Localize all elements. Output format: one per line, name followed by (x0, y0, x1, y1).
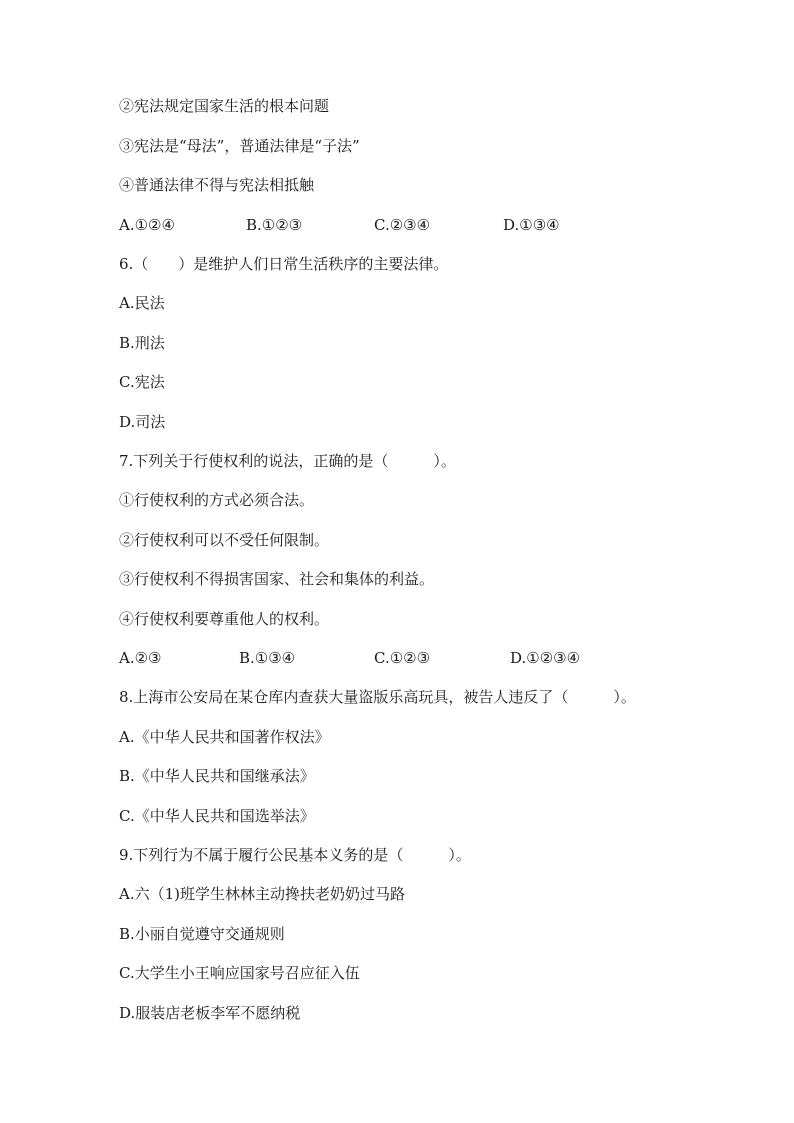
q5-option-a: A.①②④ (119, 216, 175, 234)
q6-option-b: B.刑法 (119, 334, 165, 352)
q5-statement-2: ②宪法规定国家生活的根本问题 (119, 97, 330, 115)
q7-statement-2: ②行使权利可以不受任何限制。 (119, 531, 330, 549)
q8-option-b: B.《中华人民共和国继承法》 (119, 767, 315, 785)
q9-option-a: A.六（1)班学生林林主动搀扶老奶奶过马路 (119, 885, 405, 903)
q6-stem: 6.（ ）是维护人们日常生活秩序的主要法律。 (119, 255, 449, 273)
q7-stem: 7.下列关于行使权利的说法，正确的是（ ）。 (119, 452, 456, 470)
q5-option-d: D.①③④ (503, 216, 560, 234)
q7-option-a: A.②③ (119, 649, 162, 667)
q6-option-c: C.宪法 (119, 373, 165, 391)
q5-option-b: B.①②③ (246, 216, 303, 234)
q7-option-b: B.①③④ (239, 649, 296, 667)
q6-option-d: D.司法 (119, 413, 166, 431)
q8-option-a: A.《中华人民共和国著作权法》 (119, 728, 330, 746)
q7-option-d: D.①②③④ (510, 649, 581, 667)
q6-option-a: A.民法 (119, 294, 165, 312)
q5-statement-3: ③宪法是“母法”，普通法律是“子法” (119, 137, 360, 155)
q9-stem: 9.下列行为不属于履行公民基本义务的是（ ）。 (119, 846, 471, 864)
q8-option-c: C.《中华人民共和国选举法》 (119, 807, 315, 825)
q9-option-c: C.大学生小王响应国家号召应征入伍 (119, 964, 360, 982)
q9-option-b: B.小丽自觉遵守交通规则 (119, 925, 285, 943)
q8-stem: 8.上海市公安局在某仓库内查获大量盗版乐高玩具，被告人违反了（ ）。 (119, 688, 636, 706)
q5-statement-4: ④普通法律不得与宪法相抵触 (119, 176, 315, 194)
q9-option-d: D.服装店老板李军不愿纳税 (119, 1004, 301, 1022)
q5-option-c: C.②③④ (374, 216, 431, 234)
q7-option-c: C.①②③ (374, 649, 431, 667)
q7-statement-3: ③行使权利不得损害国家、社会和集体的利益。 (119, 570, 435, 588)
q7-statement-4: ④行使权利要尊重他人的权利。 (119, 610, 330, 628)
q7-statement-1: ①行使权利的方式必须合法。 (119, 491, 315, 509)
